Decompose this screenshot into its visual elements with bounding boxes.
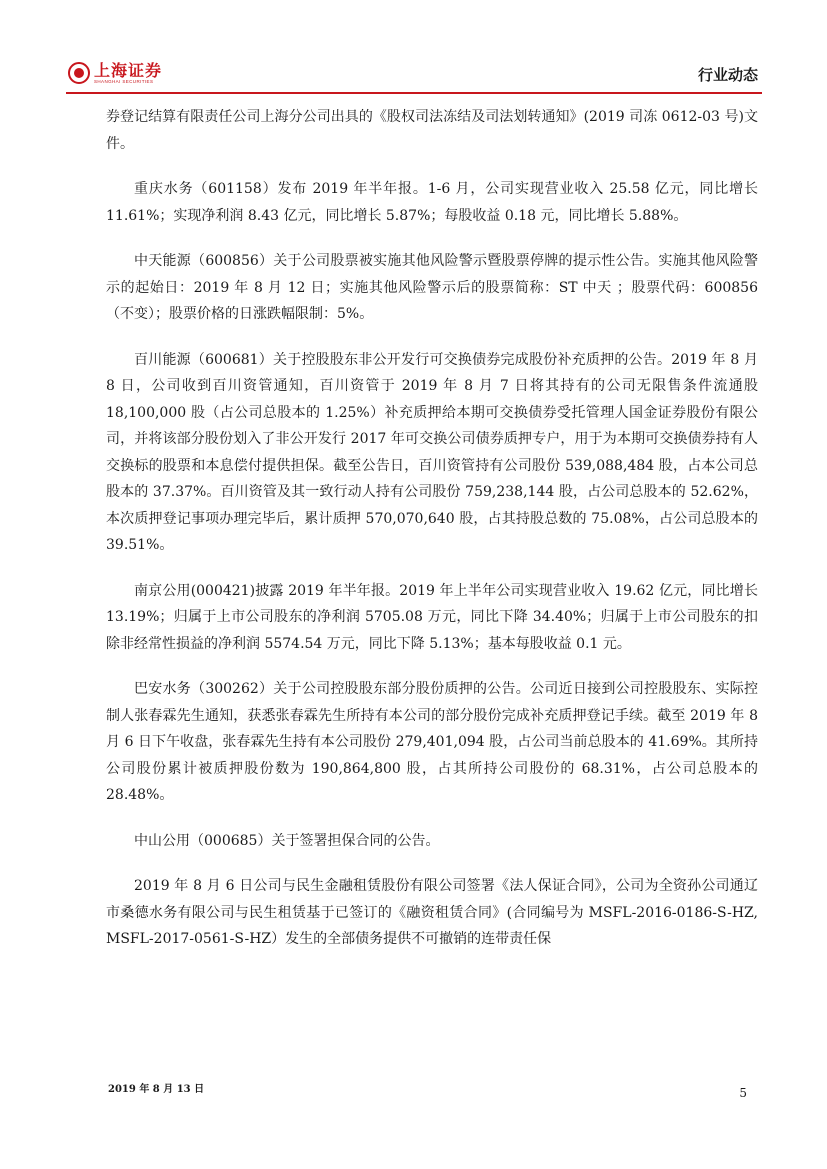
header-divider bbox=[66, 92, 762, 94]
footer-date: 2019 年 8 月 13 日 bbox=[108, 1084, 205, 1095]
logo-text-en: SHANGHAI SECURITIES bbox=[94, 79, 154, 84]
paragraph-zhongshan-public-detail: 2019 年 8 月 6 日公司与民生金融租赁股份有限公司签署《法人保证合同》，公司为全资孙公司通辽市桑德水务有限公司与民生租赁基于已签订的《融资租赁合同》(合同编号为 MSFL-2016-0186-S-HZ, MSFL-2017-0561-S-HZ）发生的全部债务提供不可撤销的连带责任保 bbox=[106, 878, 758, 947]
page-number: 5 bbox=[739, 1086, 747, 1100]
paragraph-baichuan-energy: 百川能源（600681）关于控股股东非公开发行可交换债券完成股份补充质押的公告。2019 年 8 月 8 日，公司收到百川资管通知，百川资管于 2019 年 8 月 7 日将其持有的公司无限售条件流通股 18,100,000 股（占公司总股本的 1.25%）补充质押给本期可交换债券受托管理人国金证券股份有限公司，并将该部分股份划入了非公开发行 2017 年可交换公司债券质押专户，用于为本期可交换债券持有人交换标的股票和本息偿付提供担保。截至公告日，百川资管持有公司股份 539,088,484 股，占本公司总股本的 37.37%。百川资管及其一致行动人持有公司股份 759,238,144 股，占公司总股本的 52.62%，本次质押登记事项办理完毕后，累计质押 570,070,640 股，占其持股总数的 75.08%，占公司总股本的 39.51%。 bbox=[106, 351, 758, 553]
paragraph-zhongtian-energy: 中天能源（600856）关于公司股票被实施其他风险警示暨股票停牌的提示性公告。实施其他风险警示的起始日：2019 年 8 月 12 日；实施其他风险警示后的股票简称：ST 中天 ；股票代码：600856（不变）；股票价格的日涨跌幅限制：5%。 bbox=[106, 253, 758, 322]
report-body bbox=[106, 104, 758, 972]
logo-text-cn: 上海证券 bbox=[94, 61, 163, 80]
paragraph-baan-water: 巴安水务（300262）关于公司控股股东部分股份质押的公告。公司近日接到公司控股股东、实际控制人张春霖先生通知，获悉张春霖先生所持有本公司的部分股份完成补充质押登记手续。截至 2019 年 8 月 6 日下午收盘，张春霖先生持有本公司股份 279,401,094 股，占公司当前总股本的 41.69%。其所持公司股份累计被质押股份数为 190,864,800 股，占其所持公司股份的 68.31%，占公司总股本的 28.48%。 bbox=[106, 681, 758, 803]
page-header bbox=[66, 58, 762, 92]
paragraph-zhongshan-public-title: 中山公用（000685）关于签署担保合同的公告。 bbox=[134, 832, 440, 849]
shanghai-securities-logo bbox=[68, 62, 162, 85]
logo-emblem-icon bbox=[68, 62, 90, 84]
paragraph-chongqing-water: 重庆水务（601158）发布 2019 年半年报。1-6 月，公司实现营业收入 25.58 亿元，同比增长 11.61%；实现净利润 8.43 亿元，同比增长 5.87%；每股收益 0.18 元，同比增长 5.88%。 bbox=[106, 181, 758, 224]
section-title: 行业动态 bbox=[697, 66, 758, 84]
paragraph-continuation: 券登记结算有限责任公司上海分公司出具的《股权司法冻结及司法划转通知》(2019 司冻 0612-03 号)文件。 bbox=[106, 109, 758, 152]
paragraph-nanjing-public: 南京公用(000421)披露 2019 年半年报。2019 年上半年公司实现营业收入 19.62 亿元，同比增长 13.19%；归属于上市公司股东的净利润 5705.08 万元，同比下降 34.40%；归属于上市公司股东的扣除非经常性损益的净利润 5574.54 万元，同比下降 5.13%；基本每股收益 0.1 元。 bbox=[106, 582, 758, 652]
logo-text bbox=[94, 62, 162, 85]
